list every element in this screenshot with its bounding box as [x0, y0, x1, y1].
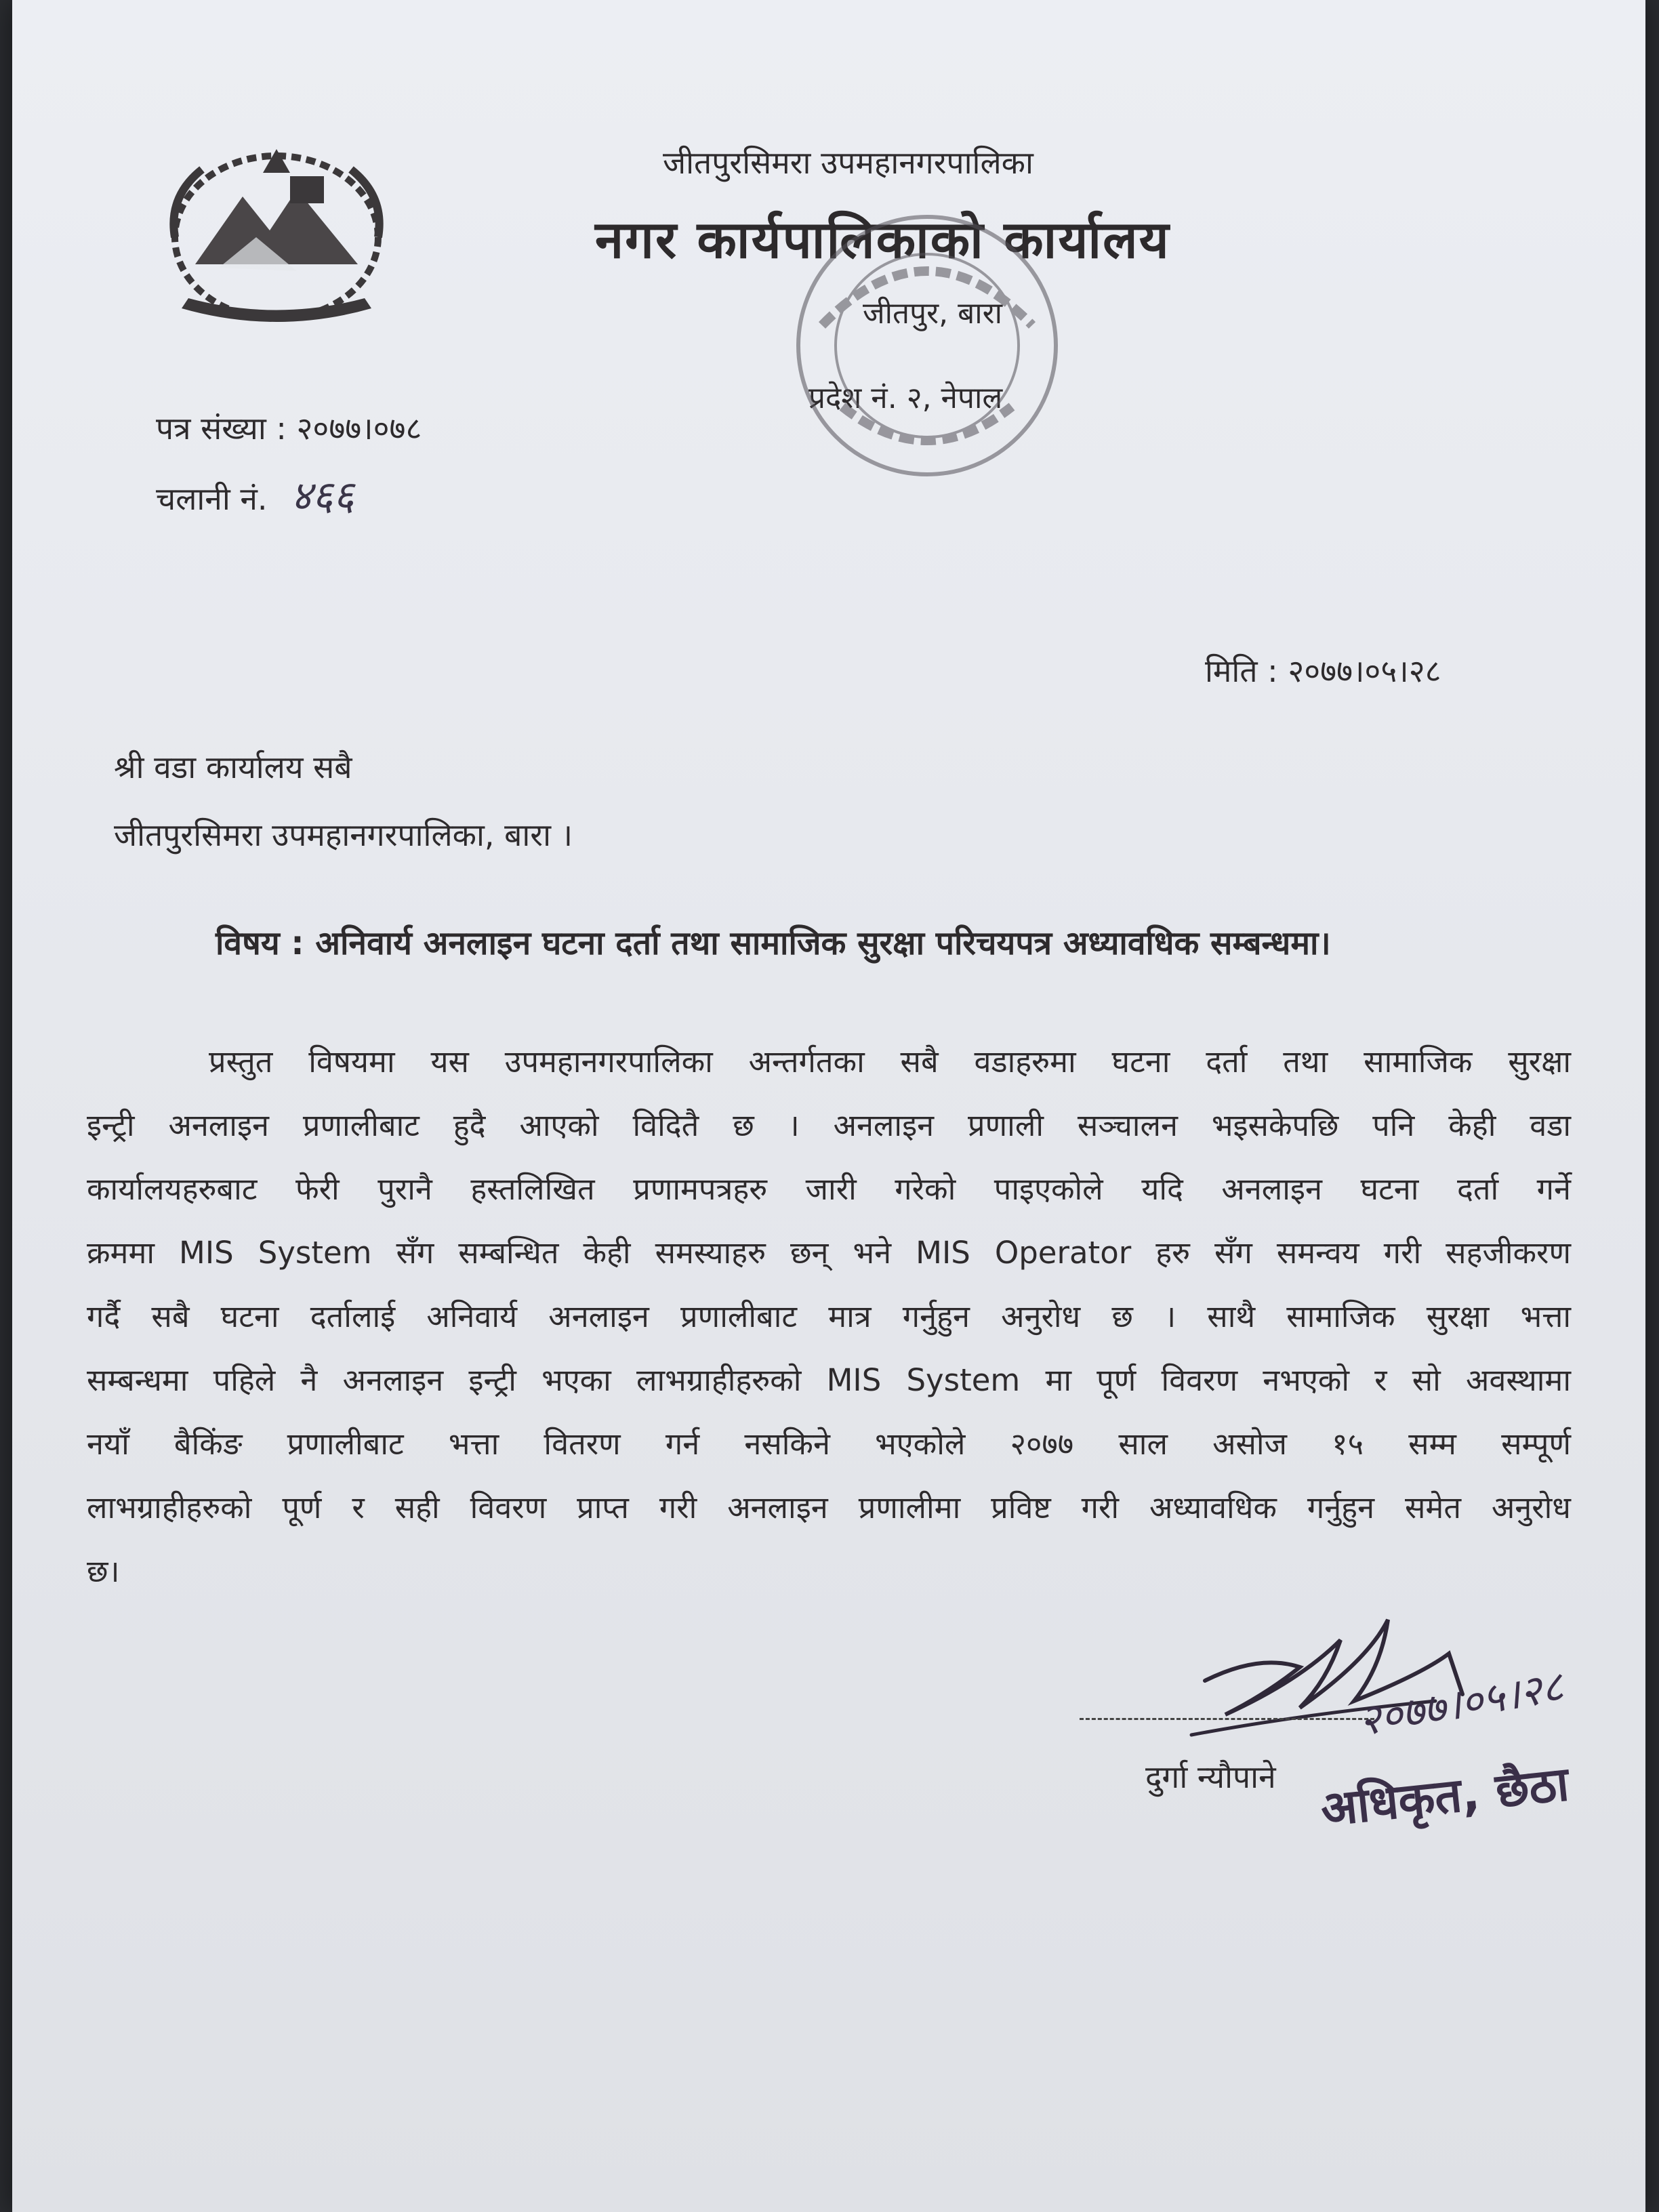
date-value: २०७७।०५।२८ [1288, 653, 1441, 689]
handwritten-date: २०७७।०५।२८ [1355, 1661, 1568, 1746]
page-title: नगर कार्यपालिकाको कार्यालय [595, 209, 1170, 270]
subject-line: विषय : अनिवार्य अनलाइन घटना दर्ता तथा सामाजिक सुरक्षा परिचयपत्र अध्यावधिक सम्बन्धमा। [216, 924, 1331, 962]
nepal-emblem-icon [155, 136, 398, 339]
body-line: छ। [87, 1553, 120, 1589]
signature-line [1080, 1718, 1374, 1720]
dispatch-value: ४६६ [291, 472, 354, 520]
body-line: नयाँ बैकिंङ प्रणालीबाट भत्ता वितरण गर्न नसकिने भएकोले २०७७ साल असोज १५ सम्म सम्पूर्ण [87, 1426, 1571, 1462]
reference-number [156, 407, 422, 449]
dispatch-label: चलानी नं. [156, 480, 268, 517]
addressee-line-1: श्री वडा कार्यालय सबै [114, 749, 352, 785]
body-line: क्रममा MIS System सँग सम्बन्धित केही समस्याहरु छन् भने MIS Operator हरु सँग समन्वय गरी सहजीकरण [87, 1235, 1571, 1271]
date-label: मिति : [1205, 653, 1278, 689]
body-line: कार्यालयहरुबाट फेरी पुरानै हस्तलिखित प्रणामपत्रहरु जारी गरेको पाइएकोले यदि अनलाइन घटना दर्ता गर्ने [87, 1171, 1571, 1207]
office-name: जीतपुरसिमरा उपमहानगरपालिका [663, 144, 1033, 181]
body-line: लाभग्राहीहरुको पूर्ण र सही विवरण प्राप्त गरी अनलाइन प्रणालीमा प्रविष्ट गरी अध्यावधिक गर्नुहुन समेत अनुरोध [87, 1490, 1571, 1525]
dispatch-number [156, 466, 354, 522]
office-province: प्रदेश नं. २, नेपाल [808, 381, 1003, 415]
body-line: सम्बन्धमा पहिले नै अनलाइन इन्ट्री भएका लाभग्राहीहरुको MIS System मा पूर्ण विवरण नभएको र सो अवस्थामा [87, 1362, 1571, 1398]
reference-value: २०७७।०७८ [296, 410, 422, 447]
handwritten-title: अधिकृत, छैठा [1318, 1756, 1572, 1837]
letter-page [12, 0, 1645, 2212]
office-stamp [781, 203, 1073, 488]
body-paragraph [87, 1030, 1571, 1603]
addressee-line-2: जीतपुरसिमरा उपमहानगरपालिका, बारा । [114, 817, 573, 853]
body-line: प्रस्तुत विषयमा यस उपमहानगरपालिका अन्तर्गतका सबै वडाहरुमा घटना दर्ता तथा सामाजिक सुरक्षा [209, 1044, 1571, 1080]
reference-label: पत्र संख्या : [156, 410, 287, 447]
office-city: जीतपुर, बारा [863, 296, 1002, 331]
body-line: गर्दै सबै घटना दर्तालाई अनिवार्य अनलाइन प्रणालीबाट मात्र गर्नुहुन अनुरोध छ । साथै सामाजिक सुरक्षा भत्ता [87, 1298, 1571, 1334]
body-line: इन्ट्री अनलाइन प्रणालीबाट हुदै आएको विदितै छ । अनलाइन प्रणाली सञ्चालन भइसकेपछि पनि केही वडा [87, 1107, 1571, 1143]
signatory-name: दुर्गा न्यौपाने [1145, 1759, 1276, 1795]
letter-date [1205, 649, 1441, 691]
